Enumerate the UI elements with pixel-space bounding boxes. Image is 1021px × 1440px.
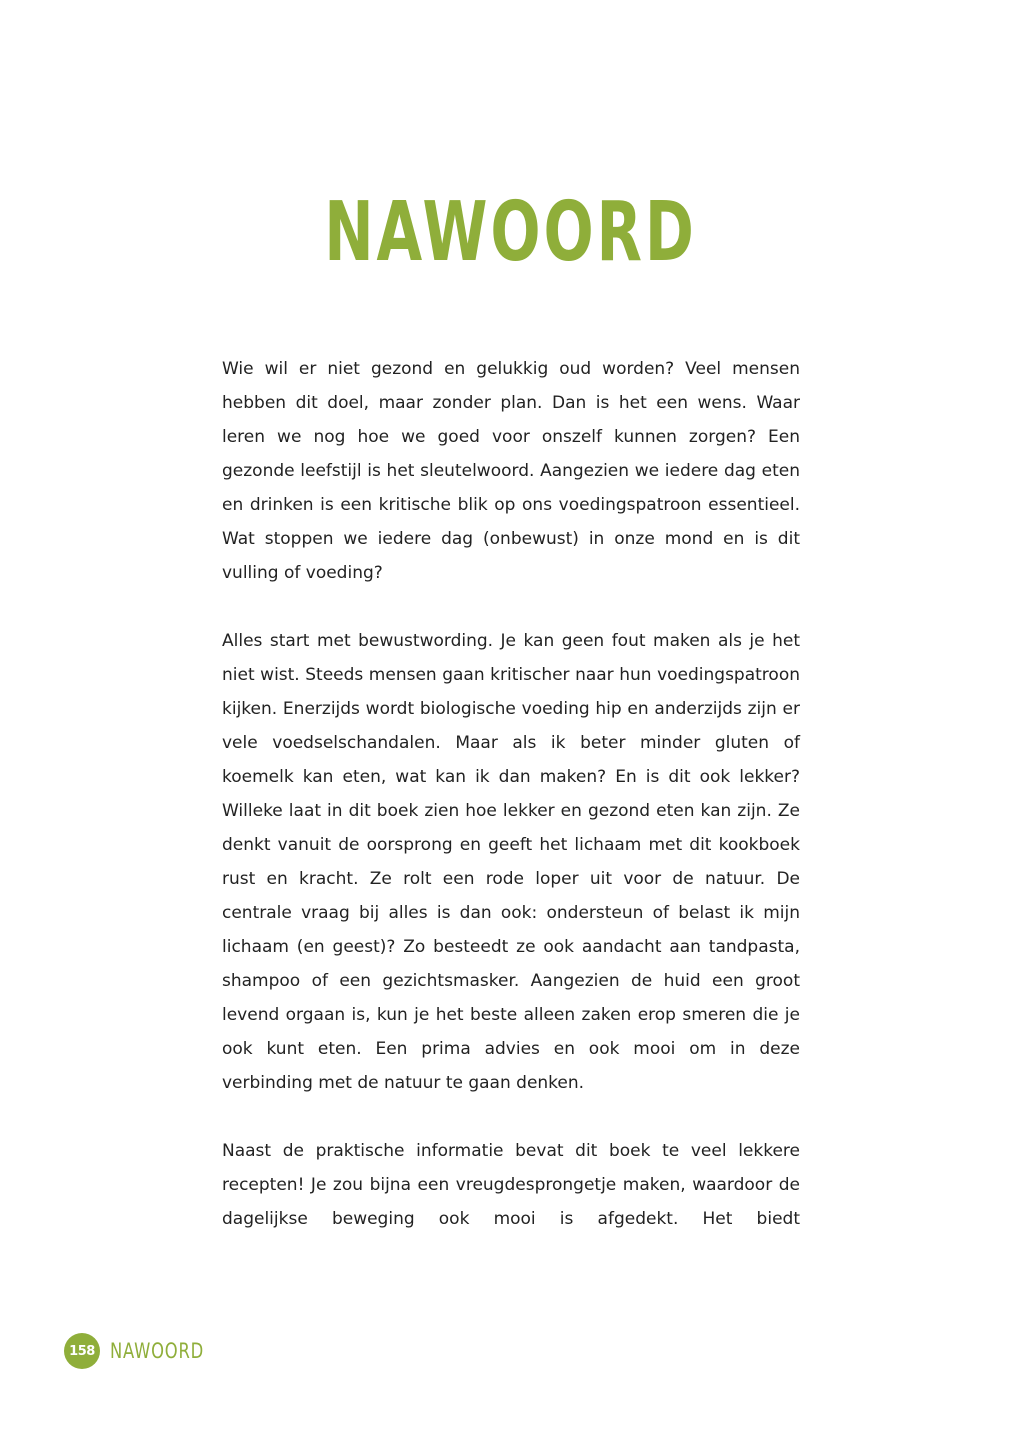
paragraph-1: Wie wil er niet gezond en gelukkig oud worden? Veel mensen hebben dit doel, maar zonder plan. Dan is het een wens. Waar leren we nog hoe we goed voor onszelf kunnen zorgen? Een gezonde leefstijl is het sleutelwoord. Aangezien we iedere dag eten en drinken is een kritische blik op ons voedingspatroon essentieel. Wat stoppen we iedere dag (onbewust) in onze mond en is dit vulling of voeding? — [222, 359, 800, 583]
page-number-badge: 158 — [64, 1333, 100, 1369]
page-footer — [64, 1333, 231, 1369]
body-text — [222, 352, 800, 1270]
paragraph-3: Naast de praktische informatie bevat dit boek te veel lekkere recepten! Je zou bijna een vreugdesprongetje maken, waardoor de dagelijkse beweging ook mooi is afgedekt. Het biedt — [222, 1141, 800, 1229]
chapter-title: NAWOORD — [324, 185, 697, 280]
running-title: NAWOORD — [110, 1339, 205, 1363]
paragraph-2: Alles start met bewustwording. Je kan geen fout maken als je het niet wist. Steeds mensen gaan kritischer naar hun voedingspatroon kijken. Enerzijds wordt biologische voeding hip en anderzijds zijn er vele voedselschandalen. Maar als ik beter minder gluten of koemelk kan eten, wat kan ik dan maken? En is dit ook lekker? Willeke laat in dit boek zien hoe lekker en gezond eten kan zijn. Ze denkt vanuit de oorsprong en geeft het lichaam met dit kookboek rust en kracht. Ze rolt een rode loper uit voor de natuur. De centrale vraag bij alles is dan ook: ondersteun of belast ik mijn lichaam (en geest)? Zo besteedt ze ook aandacht aan tandpasta, shampoo of een gezichtsmasker. Aangezien de huid een groot levend orgaan is, kun je het beste alleen zaken erop smeren die je ook kunt eten. Een prima advies en ook mooi om in deze verbinding met de natuur te gaan denken. — [222, 631, 800, 1093]
